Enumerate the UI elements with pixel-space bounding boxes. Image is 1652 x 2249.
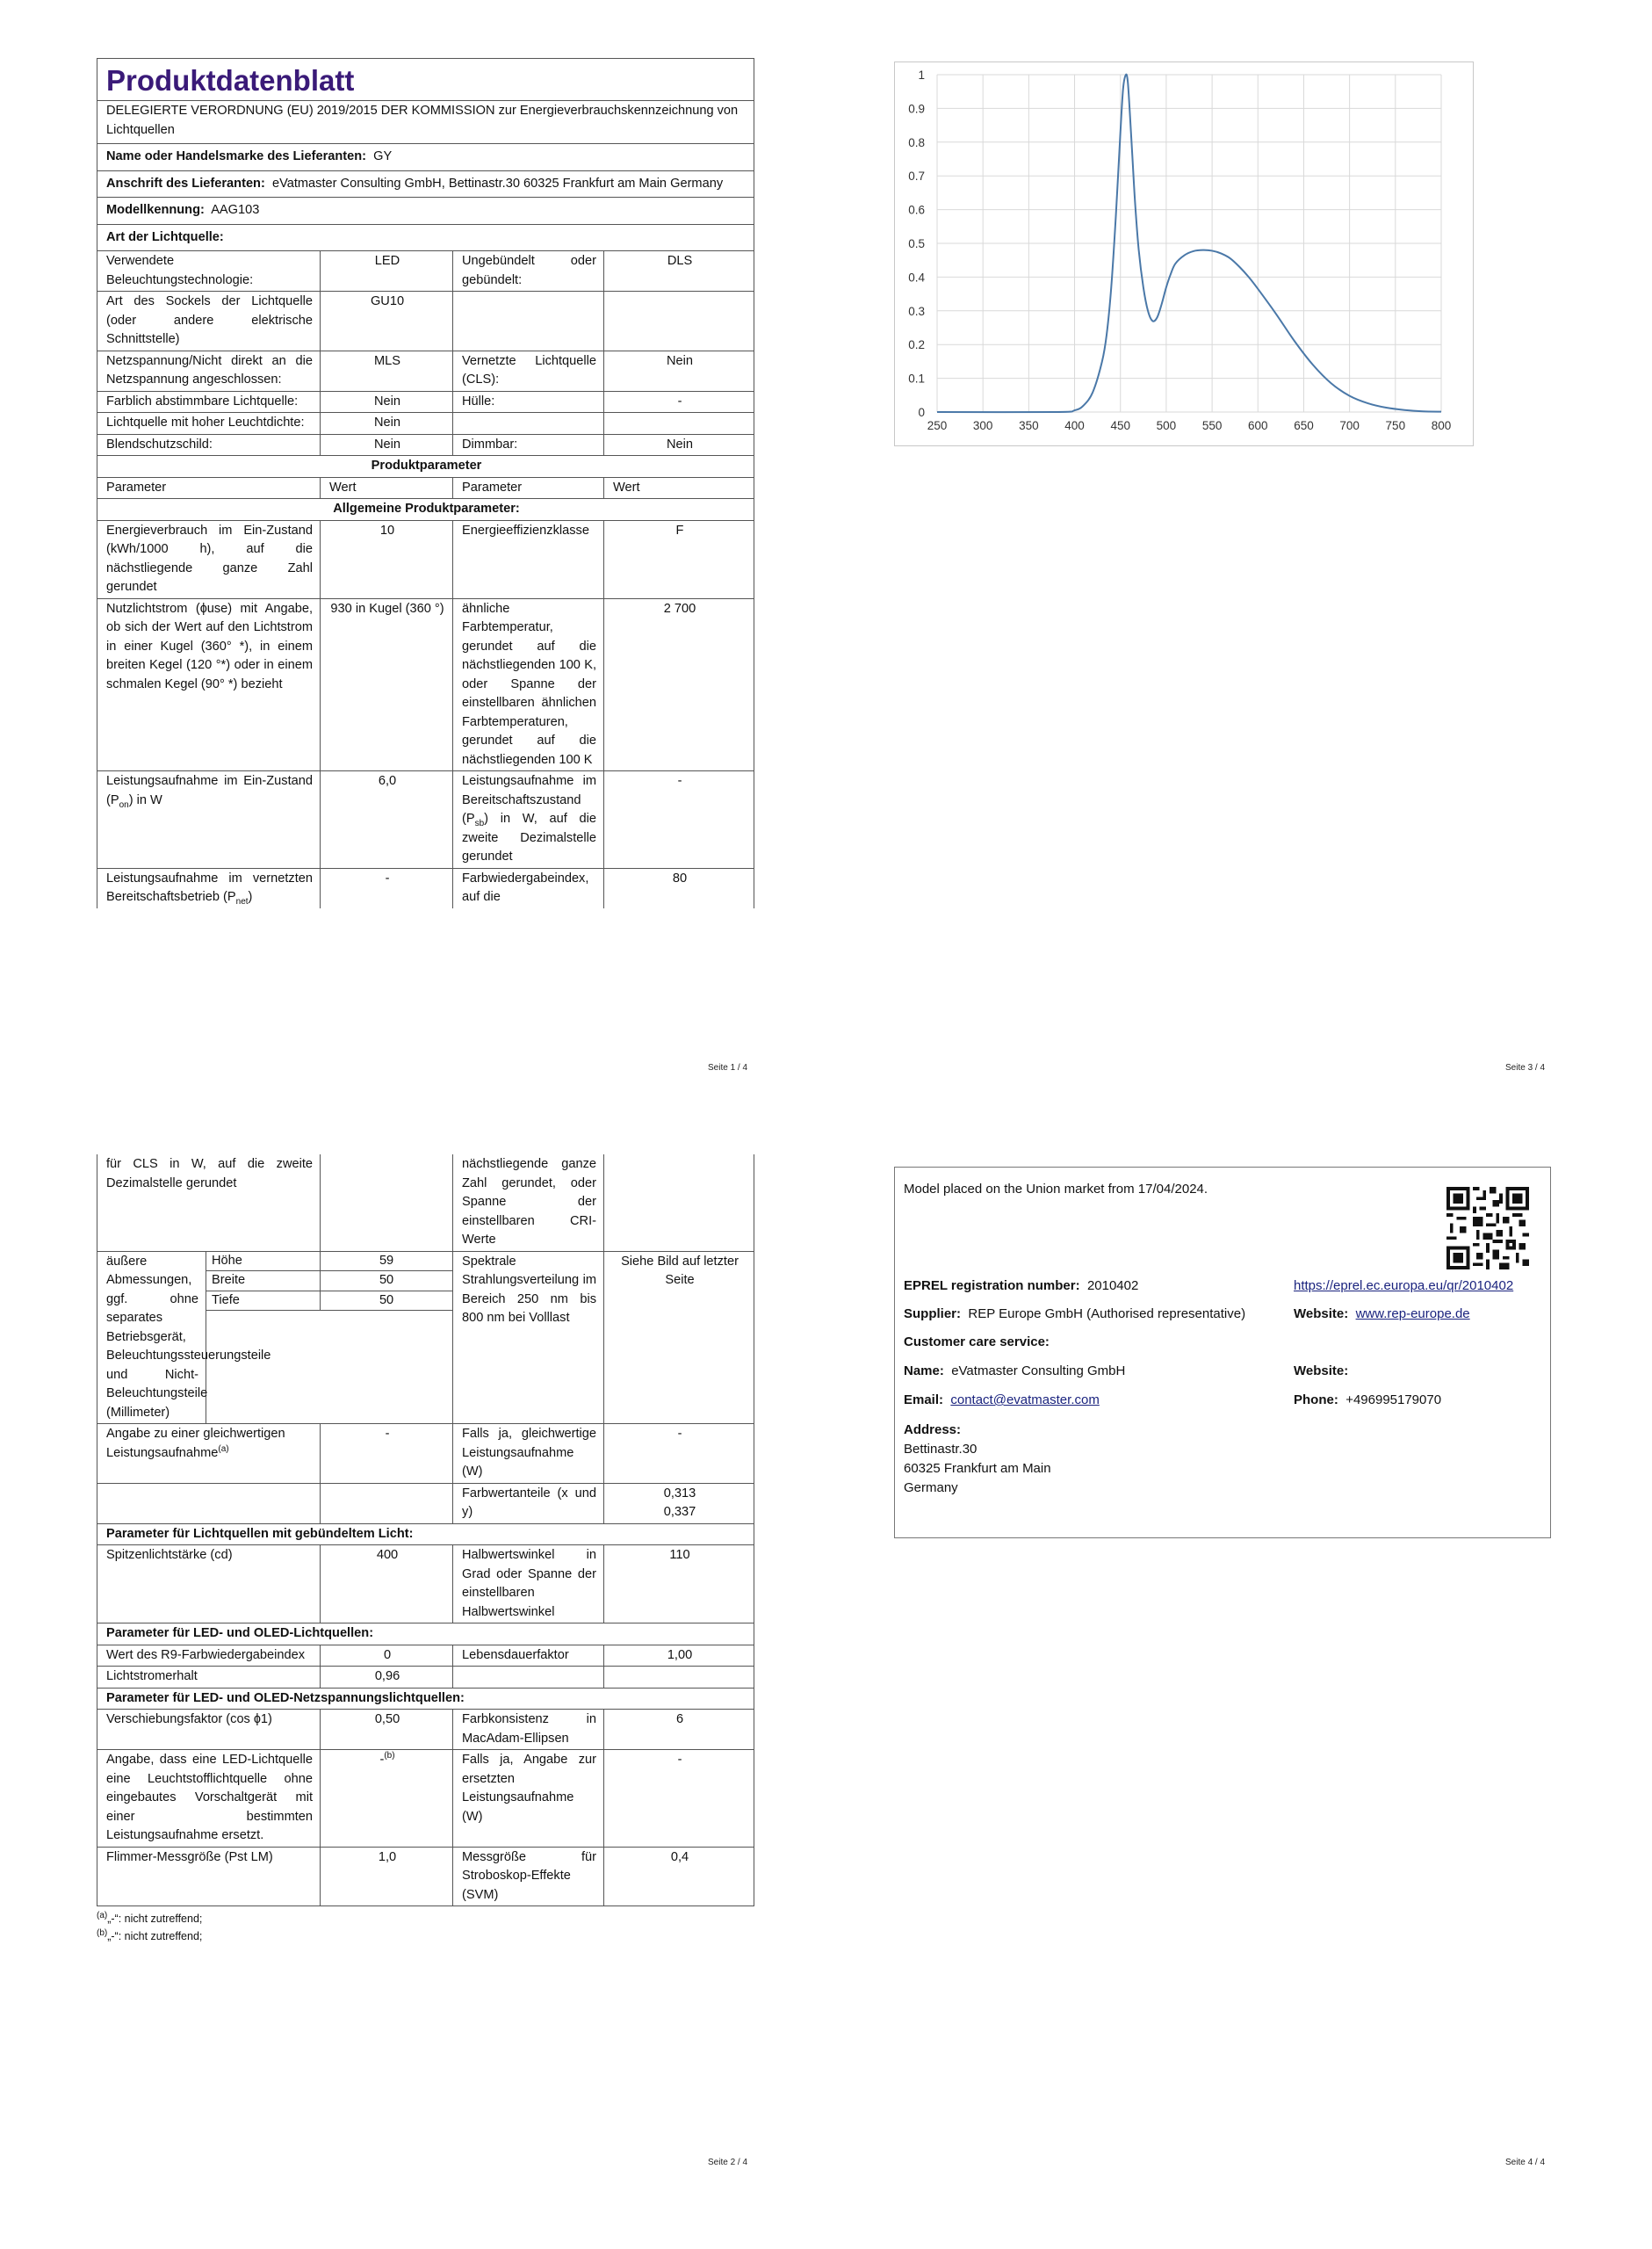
y-tick-label: 0.6: [908, 203, 925, 217]
height-label: Höhe: [206, 1252, 321, 1271]
y-tick-label: 0.4: [908, 271, 925, 285]
cri-value: 80: [604, 868, 754, 908]
care-website-label: Website:: [1294, 1363, 1349, 1378]
datasheet-page-1: [97, 58, 754, 908]
dimensions-label: äußere Abmessungen, ggf. ohne separates Betriebsgerät, Beleuchtungssteuerungsteile und Nicht-Beleuchtungsteile (Millimeter): [97, 1251, 206, 1424]
replacement-power-label: Falls ja, Angabe zur ersetzten Leistungsaufnahme (W): [453, 1750, 604, 1848]
replacement-label: Angabe, dass eine LED-Lichtquelle eine Leuchtstofflichtquelle ohne eingebautes Vorschaltgerät mit einer bestimmten Leistungsaufnahme ersetzt.: [97, 1750, 321, 1848]
energy-label: Energieverbrauch im Ein-Zustand (kWh/1000 h), auf die nächstliegende ganze Zahl gerundet: [97, 520, 321, 598]
footnotes: [97, 1910, 754, 1945]
datasheet-table-part2: [97, 1154, 754, 1906]
socket-label: Art des Sockels der Lichtquelle (oder andere elektrische Schnittstelle): [97, 292, 321, 351]
x-tick-label: 500: [1156, 419, 1177, 432]
y-tick-label: 0.8: [908, 135, 925, 149]
dimmable-value: Nein: [604, 434, 754, 456]
spectral-value: Siehe Bild auf letzter Seite: [604, 1251, 754, 1424]
type-header: Art der Lichtquelle:: [97, 224, 754, 251]
equiv-value: -: [321, 1424, 453, 1484]
col-header-value: Wert: [321, 477, 453, 499]
glare-label: Blendschutzschild:: [97, 434, 321, 456]
care-name-label: Name:: [904, 1363, 944, 1378]
customer-care-header: Customer care service:: [904, 1334, 1050, 1349]
email-label: Email:: [904, 1392, 944, 1407]
bundled-label: Ungebündelt oder gebündelt:: [453, 251, 604, 292]
y-tick-label: 0.7: [908, 170, 925, 184]
cct-label: ähnliche Farbtemperatur, gerundet auf die nächstliegenden 100 K, oder Spanne der einstellbaren ähnlichen Farbtemperaturen, gerundet auf die nächstliegenden 100 K: [453, 598, 604, 771]
replacement-power-value: -: [604, 1750, 754, 1848]
color-consistency-value: 6: [604, 1710, 754, 1750]
phone-label: Phone:: [1294, 1392, 1338, 1407]
cri-continued: nächstliegende ganze Zahl gerundet, oder Spanne der einstellbaren CRI-Werte: [453, 1154, 604, 1251]
address-label: Anschrift des Lieferanten:: [106, 176, 265, 191]
footnote-b: $^{(b)}$„-“: nicht zutreffend;: [97, 1927, 203, 1942]
supplier-value: REP Europe GmbH (Authorised representative): [968, 1306, 1246, 1321]
y-tick-label: 0.2: [908, 338, 925, 352]
peak-intensity-label: Spitzenlichtstärke (cd): [97, 1545, 321, 1623]
x-tick-label: 550: [1201, 419, 1223, 432]
eprel-number: 2010402: [1086, 1278, 1139, 1293]
tech-value: LED: [321, 251, 453, 292]
depth-label: Tiefe: [206, 1291, 321, 1311]
col-header-param: Parameter: [97, 477, 321, 499]
psb-value: -: [604, 771, 754, 869]
dimensions-table: [206, 1252, 452, 1312]
supplier-website-link[interactable]: www.rep-europe.de: [1355, 1306, 1470, 1321]
x-tick-label: 800: [1431, 419, 1452, 432]
y-tick-label: 1: [918, 69, 925, 82]
address-line-2: 60325 Frankfurt am Main: [904, 1461, 1051, 1476]
depth-value: 50: [321, 1291, 452, 1311]
page-title: Produktdatenblatt: [97, 59, 754, 101]
address-line-3: Germany: [904, 1480, 958, 1495]
energy-value: 10: [321, 520, 453, 598]
y-tick-label: 0.5: [908, 237, 925, 250]
spectrum-chart-page: [894, 61, 1474, 446]
x-tick-label: 600: [1248, 419, 1268, 432]
high-luminance-value: Nein: [321, 413, 453, 435]
y-tick-label: 0.9: [908, 102, 925, 116]
datasheet-page-2: [97, 1154, 754, 1945]
cri-label: Farbwiedergabeindex, auf die: [453, 868, 604, 908]
peak-intensity-value: 400: [321, 1545, 453, 1623]
pon-value: 6,0: [321, 771, 453, 869]
svm-label: Messgröße für Stroboskop-Effekte (SVM): [453, 1847, 604, 1906]
psb-label: Leistungsaufnahme im Bereitschaftszustand $(P_{sb})$ in W, auf die zweite Dezimalstelle gerundet: [453, 771, 604, 869]
survival-value: 1,00: [604, 1645, 754, 1667]
x-tick-label: 300: [972, 419, 993, 432]
general-params-header: Allgemeine Produktparameter:: [97, 499, 754, 521]
chromaticity-value: 0,313 0,337: [604, 1483, 754, 1523]
flicker-value: 1,0: [321, 1847, 453, 1906]
supplier-website-label: Website:: [1294, 1306, 1349, 1321]
y-tick-label: 0.1: [908, 372, 925, 386]
r9-label: Wert des R9-Farbwiedergabeindex: [97, 1645, 321, 1667]
energy-class-value: F: [604, 520, 754, 598]
y-tick-label: 0: [918, 406, 925, 419]
eprel-box: [894, 1167, 1551, 1538]
page-number-2: Seite 2 / 4: [708, 2158, 748, 2167]
flux-label: Nutzlichtstrom (ɸuse) mit Angabe, ob sich der Wert auf den Lichtstrom in einer Kugel (360° *), in einem breiten Kegel (120 °*) oder in einem schmalen Kegel (90° *) bezieht: [97, 598, 321, 771]
survival-label: Lebensdauerfaktor: [453, 1645, 604, 1667]
replacement-value: -$^{(b)}$: [321, 1750, 453, 1848]
equiv-power-value: -: [604, 1424, 754, 1484]
mains-value: MLS: [321, 351, 453, 391]
lumen-maintenance-label: Lichtstromerhalt: [97, 1667, 321, 1689]
y-tick-label: 0.3: [908, 304, 925, 318]
dimmable-label: Dimmbar:: [453, 434, 604, 456]
mains-led-header: Parameter für LED- und OLED-Netzspannungslichtquellen:: [97, 1688, 754, 1710]
beam-angle-label: Halbwertswinkel in Grad oder Spanne der einstellbaren Halbwertswinkel: [453, 1545, 604, 1623]
pnet-label: Leistungsaufnahme im vernetzten Bereitschaftsbetrieb $(P_{net})$: [97, 868, 321, 908]
email-link[interactable]: contact@evatmaster.com: [950, 1392, 1100, 1407]
tech-label: Verwendete Beleuchtungstechnologie:: [97, 251, 321, 292]
mains-label: Netzspannung/Nicht direkt an die Netzspannung angeschlossen:: [97, 351, 321, 391]
energy-class-label: Energieeffizienzklasse: [453, 520, 604, 598]
cls-value: Nein: [604, 351, 754, 391]
page-number-3: Seite 3 / 4: [1505, 1063, 1546, 1073]
col-header-value: Wert: [604, 477, 754, 499]
regulation-text: DELEGIERTE VERORDNUNG (EU) 2019/2015 DER KOMMISSION zur Energieverbrauchskennzeichnung von Lichtquellen: [97, 101, 754, 144]
datasheet-table-part1: [97, 58, 754, 908]
height-value: 59: [321, 1252, 452, 1271]
spectrum-chart-frame: [894, 61, 1474, 446]
address-value: eVatmaster Consulting GmbH, Bettinastr.30 60325 Frankfurt am Main Germany: [271, 176, 724, 191]
equiv-power-label: Falls ja, gleichwertige Leistungsaufnahme (W): [453, 1424, 604, 1484]
equiv-label: Angabe zu einer gleichwertigen Leistungsaufnahme$^{(a)}$: [97, 1424, 321, 1484]
glare-value: Nein: [321, 434, 453, 456]
pnet-continued: für CLS in W, auf die zweite Dezimalstelle gerundet: [97, 1154, 321, 1251]
directional-header: Parameter für Lichtquellen mit gebündeltem Licht:: [97, 1523, 754, 1545]
cls-label: Vernetzte Lichtquelle (CLS):: [453, 351, 604, 391]
x-tick-label: 400: [1064, 419, 1085, 432]
model-label: Modellkennung:: [106, 203, 205, 217]
chromaticity-label: Farbwertanteile (x und y): [453, 1483, 604, 1523]
phone-value: +496995179070: [1345, 1392, 1442, 1407]
high-luminance-label: Lichtquelle mit hoher Leuchtdichte:: [97, 413, 321, 435]
led-header: Parameter für LED- und OLED-Lichtquellen:: [97, 1623, 754, 1645]
col-header-param: Parameter: [453, 477, 604, 499]
displacement-value: 0,50: [321, 1710, 453, 1750]
flicker-label: Flimmer-Messgröße (Pst LM): [97, 1847, 321, 1906]
supplier-label: Supplier:: [904, 1306, 962, 1321]
eprel-link[interactable]: https://eprel.ec.europa.eu/qr/2010402: [1294, 1278, 1514, 1293]
product-params-header: Produktparameter: [97, 456, 754, 478]
width-label: Breite: [206, 1271, 321, 1291]
page-number-1: Seite 1 / 4: [708, 1063, 748, 1073]
pon-label: Leistungsaufnahme im Ein-Zustand $(P_{on})$ in W: [97, 771, 321, 869]
tunable-value: Nein: [321, 391, 453, 413]
r9-value: 0: [321, 1645, 453, 1667]
color-consistency-label: Farbkonsistenz in MacAdam-Ellipsen: [453, 1710, 604, 1750]
x-tick-label: 350: [1019, 419, 1039, 432]
brand-value: GY: [373, 149, 393, 163]
care-name-value: eVatmaster Consulting GmbH: [951, 1363, 1126, 1378]
envelope-value: -: [604, 391, 754, 413]
width-value: 50: [321, 1271, 452, 1291]
page-number-4: Seite 4 / 4: [1505, 2158, 1546, 2167]
cct-value: 2 700: [604, 598, 754, 771]
address-label: Address:: [904, 1422, 962, 1437]
bundled-value: DLS: [604, 251, 754, 292]
model-value: AAG103: [211, 203, 260, 217]
pnet-value: -: [321, 868, 453, 908]
market-placement-text: Model placed on the Union market from 17/04/2024.: [904, 1182, 1208, 1197]
beam-angle-value: 110: [604, 1545, 754, 1623]
eprel-page: [894, 1167, 1551, 1538]
brand-label: Name oder Handelsmarke des Lieferanten:: [106, 149, 367, 163]
lumen-maintenance-value: 0,96: [321, 1667, 453, 1689]
address-line-1: Bettinastr.30: [904, 1442, 977, 1457]
flux-value: 930 in Kugel (360 °): [321, 598, 453, 771]
qr-code-icon[interactable]: [1446, 1187, 1529, 1269]
x-tick-label: 650: [1294, 419, 1314, 432]
x-tick-label: 700: [1339, 419, 1360, 432]
svm-value: 0,4: [604, 1847, 754, 1906]
tunable-label: Farblich abstimmbare Lichtquelle:: [97, 391, 321, 413]
envelope-label: Hülle:: [453, 391, 604, 413]
eprel-label: EPREL registration number:: [904, 1278, 1080, 1293]
x-tick-label: 250: [927, 419, 948, 432]
x-tick-label: 750: [1385, 419, 1406, 432]
spectrum-chart: [895, 62, 1475, 447]
socket-value: GU10: [321, 292, 453, 351]
x-tick-label: 450: [1110, 419, 1130, 432]
spectral-label: Spektrale Strahlungsverteilung im Bereich 250 nm bis 800 nm bei Volllast: [453, 1251, 604, 1424]
displacement-label: Verschiebungsfaktor (cos ɸ1): [97, 1710, 321, 1750]
footnote-a: $^{(a)}$„-“: nicht zutreffend;: [97, 1910, 203, 1925]
